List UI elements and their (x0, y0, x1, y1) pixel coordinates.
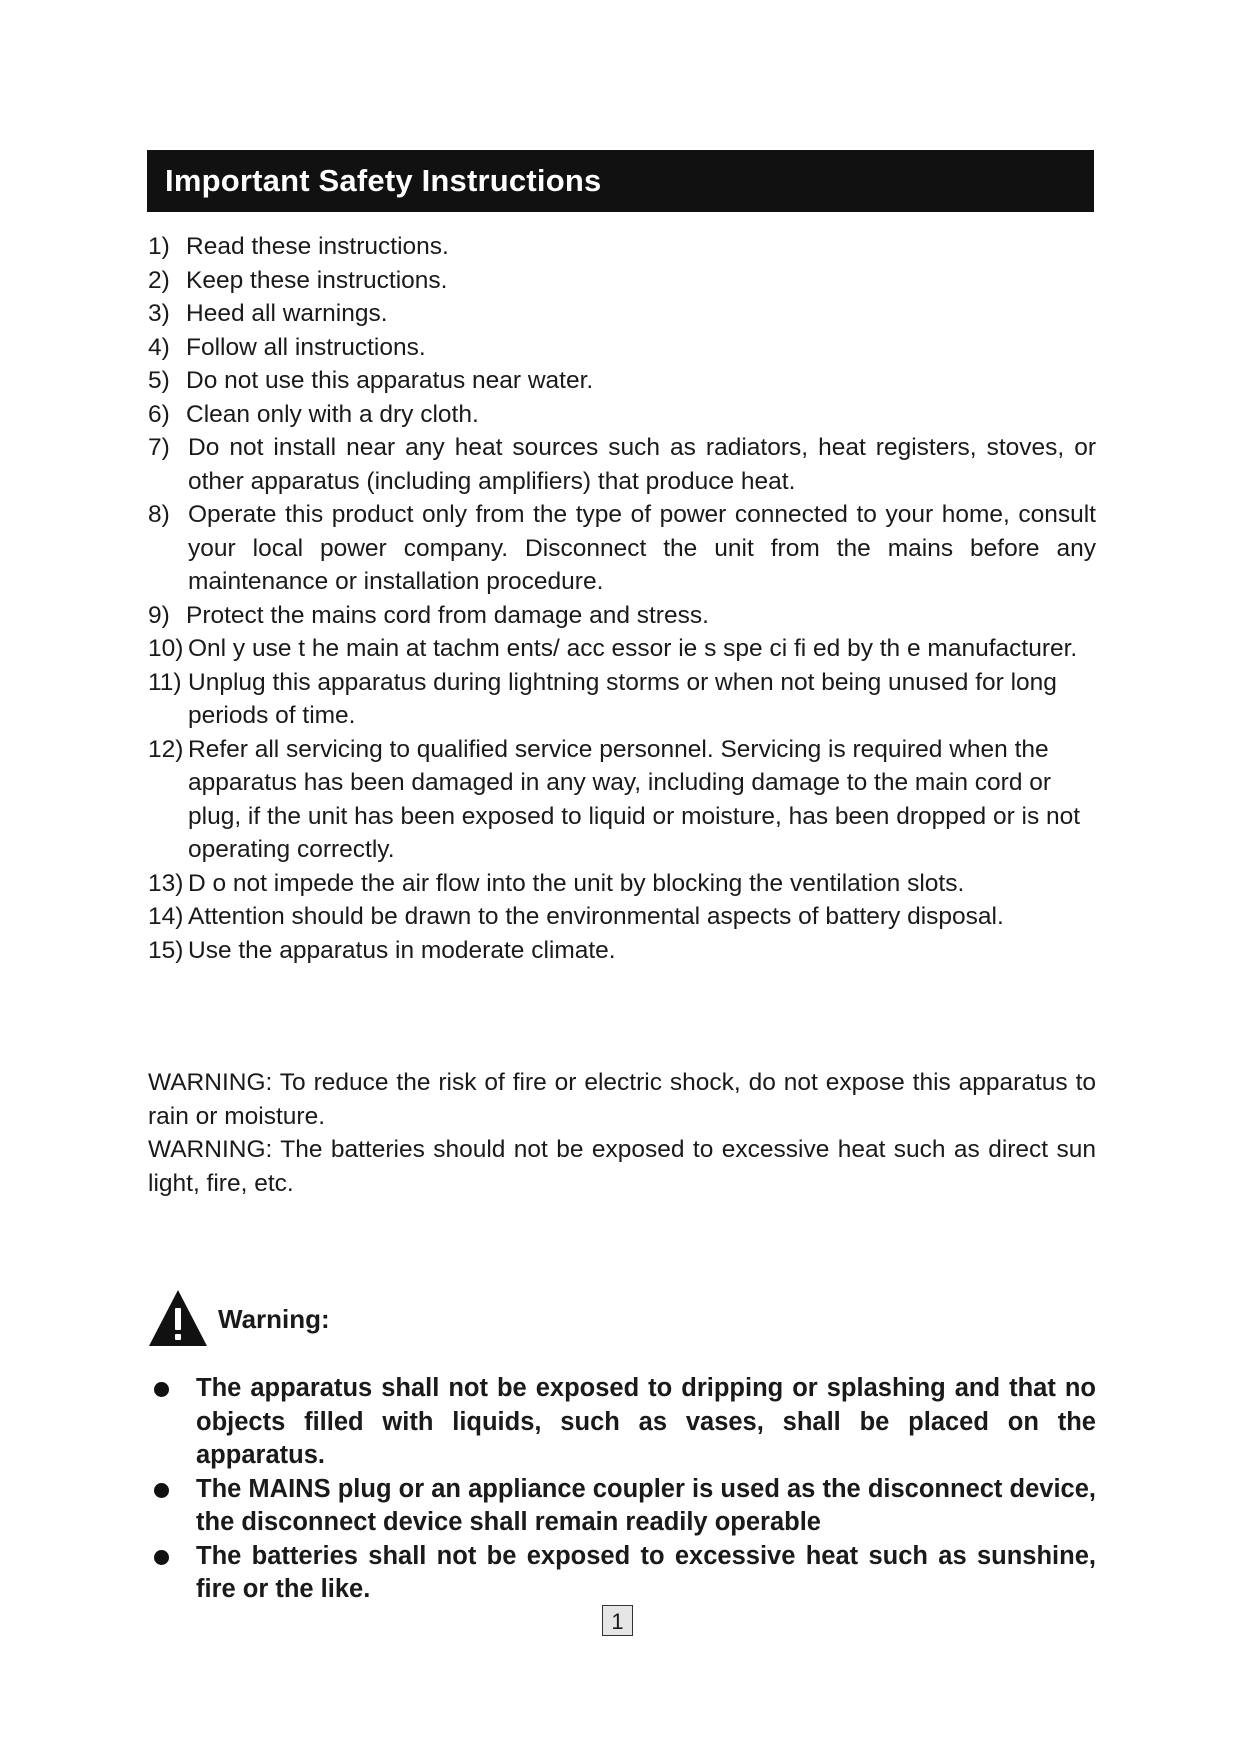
warning-triangle-icon (148, 1288, 208, 1348)
instruction-item (148, 331, 1096, 365)
instruction-text: Attention should be drawn to the environmental aspects of battery disposal. (188, 903, 1004, 930)
instruction-item (148, 867, 1096, 901)
instruction-text: D o not impede the air flow into the unit by blocking the ventilation slots. (188, 869, 965, 897)
instruction-number: 8) (148, 501, 170, 528)
instruction-number: 9) (148, 601, 170, 629)
instruction-number: 7) (148, 434, 170, 461)
bullet-dot-icon (154, 1382, 169, 1397)
instruction-number: 5) (148, 367, 170, 394)
instruction-text: Clean only with a dry cloth. (186, 400, 479, 428)
instruction-item (148, 431, 1096, 498)
instruction-item (148, 599, 1096, 633)
page-number: 1 (602, 1605, 633, 1636)
instruction-number: 6) (148, 400, 170, 428)
instruction-number: 15) (148, 936, 184, 964)
instruction-item (148, 666, 1096, 733)
warning-heading (148, 1288, 548, 1348)
instruction-text: Unplug this apparatus during lightning storms or when not being unused for long periods of time. (188, 668, 1057, 729)
instruction-item (148, 364, 1096, 398)
instruction-item (148, 230, 1096, 264)
instruction-item (148, 934, 1096, 968)
warning-heading-label: Warning: (218, 1304, 330, 1334)
instruction-text: Keep these instructions. (186, 266, 448, 294)
warning-bullet-item (148, 1372, 1096, 1473)
instruction-number: 11) (148, 668, 182, 696)
instructions-list (148, 230, 1096, 967)
warning-paragraph: WARNING: To reduce the risk of fire or electric shock, do not expose this apparatus to rain or moisture. (148, 1069, 1096, 1130)
warning-bullet-item (148, 1540, 1096, 1607)
bullet-dot-icon (154, 1550, 169, 1565)
warning-bullet-text: The apparatus shall not be exposed to dripping or splashing and that no objects filled with liquids, such as vases, shall be placed on the apparatus. (196, 1374, 1096, 1469)
instruction-number: 13) (148, 869, 184, 897)
bullet-dot-icon (154, 1483, 169, 1498)
instruction-item (148, 498, 1096, 599)
instruction-text: Heed all warnings. (186, 300, 388, 327)
instruction-item (148, 297, 1096, 331)
section-title: Important Safety Instructions (165, 163, 602, 198)
instruction-number: 12) (148, 735, 184, 763)
instruction-item (148, 264, 1096, 298)
instruction-text: Follow all instructions. (186, 333, 426, 361)
instruction-text: Do not install near any heat sources such as radiators, heat registers, stoves, or other apparatus (including amplifiers) that produce heat. (188, 434, 1096, 495)
instruction-number: 3) (148, 300, 170, 327)
instruction-text: Refer all servicing to qualified service personnel. Servicing is required when the apparatus has been damaged in any way, including damage to the main cord or plug, if the unit has been exposed to liquid or moisture, has been dropped or is not operating correctly. (188, 735, 1081, 863)
instruction-number: 4) (148, 333, 170, 361)
warning-bullet-text: The MAINS plug or an appliance coupler is used as the disconnect device, the disconnect device shall remain readily operable (196, 1474, 1096, 1536)
warning-bullet-item (148, 1473, 1096, 1540)
warning-paragraphs (148, 1066, 1096, 1200)
instruction-item (148, 733, 1096, 867)
instruction-number: 2) (148, 266, 170, 294)
instruction-text: Use the apparatus in moderate climate. (188, 936, 616, 964)
instruction-item (148, 398, 1096, 432)
instruction-item (148, 900, 1096, 934)
instruction-text: Onl y use t he main at tachm ents/ acc essor ie s spe ci fi ed by th e manufacturer. (188, 635, 1078, 662)
warning-bullet-list (148, 1372, 1096, 1607)
warning-bullet-text: The batteries shall not be exposed to excessive heat such as sunshine, fire or the like. (196, 1541, 1096, 1603)
warning-paragraph: WARNING: The batteries should not be exposed to excessive heat such as direct sun light, fire, etc. (148, 1136, 1096, 1197)
instruction-text: Operate this product only from the type of power connected to your home, consult your local power company. Disconnect the unit from the mains before any maintenance or installation procedure. (188, 501, 1096, 595)
instruction-number: 1) (148, 233, 170, 260)
instruction-number: 10) (148, 635, 184, 662)
instruction-text: Do not use this apparatus near water. (186, 367, 594, 394)
instruction-item (148, 632, 1096, 666)
section-header-bar (147, 150, 1094, 212)
instruction-text: Read these instructions. (186, 233, 449, 260)
instruction-text: Protect the mains cord from damage and stress. (186, 601, 709, 629)
instruction-number: 14) (148, 903, 184, 930)
